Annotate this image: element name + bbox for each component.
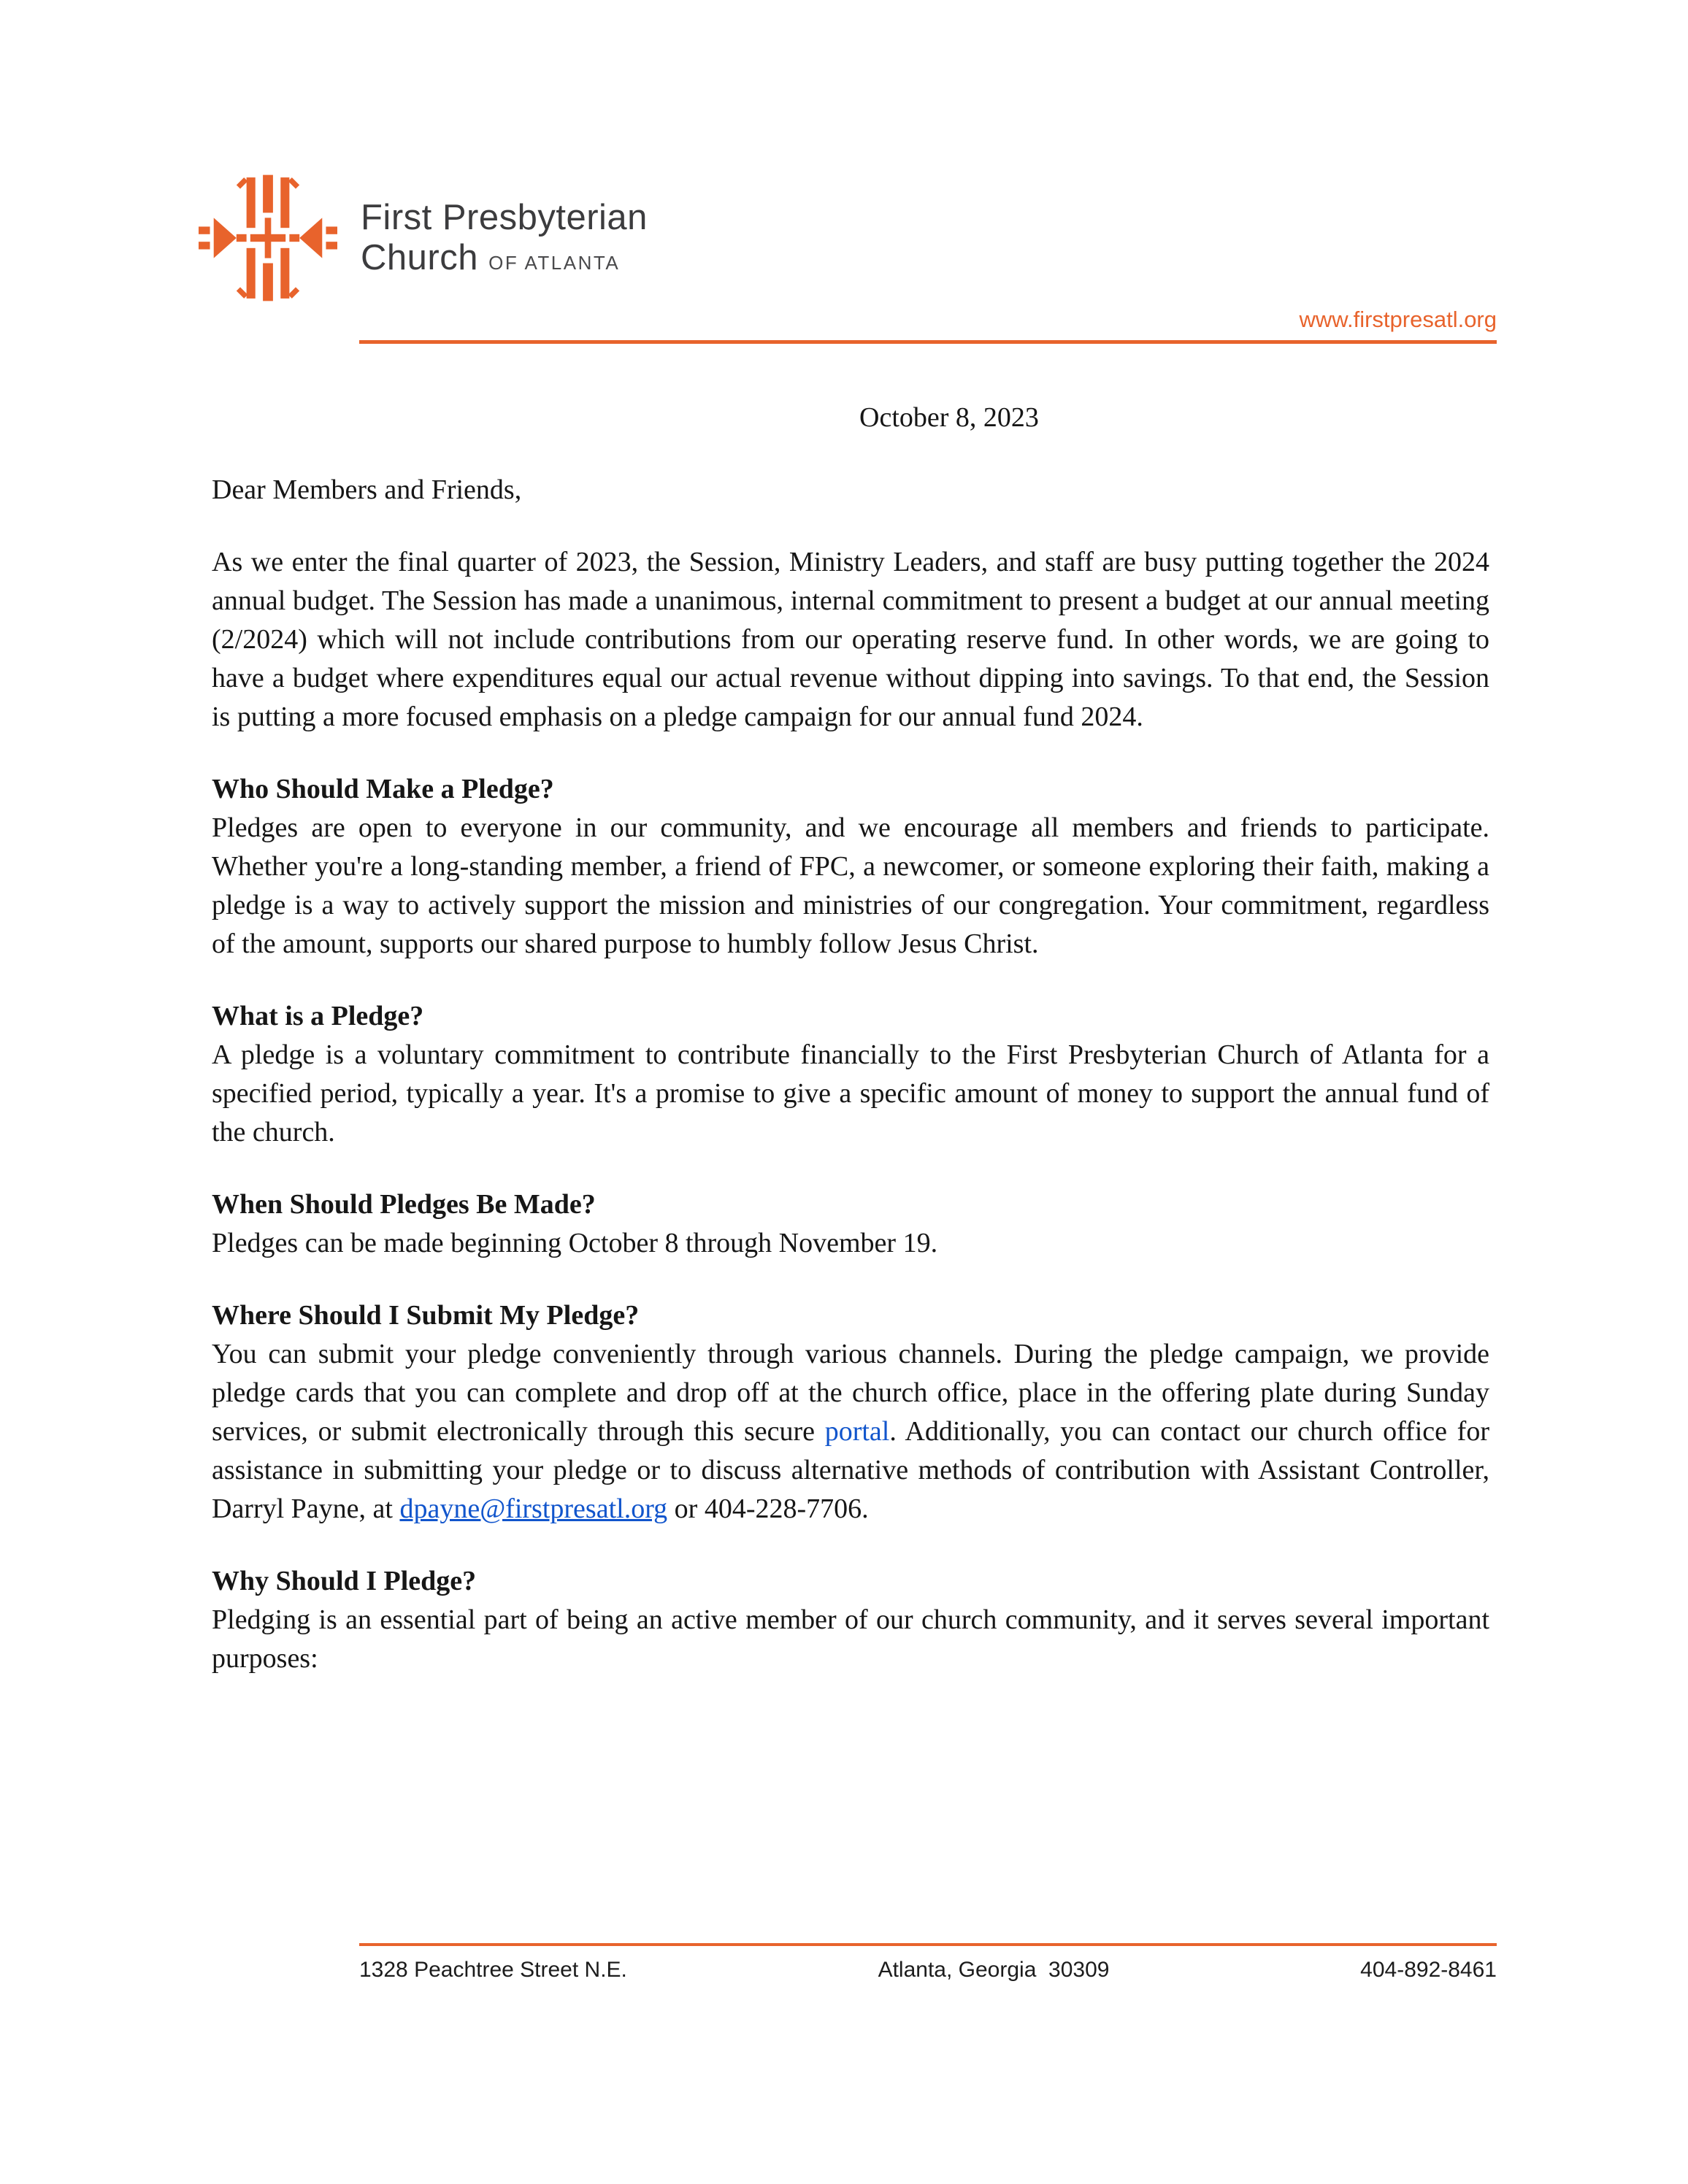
- where-text-2: . Additionally, you can contact our church office for assistance in submitting your pledge or to discuss alternative methods of contribution with Assistant Controller, Darryl Payne, at: [212, 1416, 1489, 1524]
- brand-wordmark: [361, 198, 648, 278]
- paragraph-when-pledges-made: Pledges can be made beginning October 8 through November 19.: [212, 1228, 938, 1258]
- salutation: Dear Members and Friends,: [212, 474, 522, 505]
- brand-name-church: Church: [361, 238, 478, 277]
- footer-street-address: 1328 Peachtree Street N.E.: [359, 1958, 627, 1982]
- letterhead: [199, 174, 1497, 344]
- paragraph-why-pledge: Pledging is an essential part of being an active member of our church community, and it serves several important purposes:: [212, 1604, 1489, 1674]
- heading-who-should-pledge: Who Should Make a Pledge?: [212, 774, 554, 804]
- heading-when-pledges-made: When Should Pledges Be Made?: [212, 1189, 596, 1220]
- heading-why-pledge: Why Should I Pledge?: [212, 1566, 477, 1596]
- where-text-3: or 404-228-7706.: [667, 1493, 869, 1524]
- paragraph-what-is-a-pledge: A pledge is a voluntary commitment to contribute financially to the First Presbyterian Church of Atlanta for a specified period, typically a year. It's a promise to give a specific amount of money to support the annual fund of the church.: [212, 1039, 1489, 1147]
- portal-link[interactable]: portal: [824, 1416, 890, 1447]
- brand-name-line1: First Presbyterian: [361, 198, 648, 238]
- header-divider: [359, 340, 1497, 344]
- email-link[interactable]: dpayne@firstpresatl.org: [399, 1493, 668, 1524]
- website-url: www.firstpresatl.org: [1299, 307, 1497, 332]
- brand-name-line2: [361, 238, 648, 278]
- letter-body: [212, 399, 1489, 1712]
- heading-what-is-a-pledge: What is a Pledge?: [212, 1001, 424, 1031]
- church-cross-logo-icon: [199, 174, 337, 302]
- paragraph-who-should-pledge: Pledges are open to everyone in our community, and we encourage all members and friends to participate. Whether you're a long-standing member, a friend of FPC, a newcomer, or someone exploring their faith, making a pledge is a way to actively support the mission and ministries of our congregation. Your commitment, regardless of the amount, supports our shared purpose to humbly follow Jesus Christ.: [212, 812, 1489, 959]
- letter-footer: [359, 1943, 1497, 1983]
- letter-date: October 8, 2023: [859, 402, 1039, 433]
- heading-where-submit-pledge: Where Should I Submit My Pledge?: [212, 1300, 640, 1331]
- footer-divider: [359, 1943, 1497, 1946]
- footer-contact-row: [359, 1958, 1497, 1983]
- where-text-1: You can submit your pledge conveniently through various channels. During the pledge campaign, we provide pledge cards that you can complete and drop off at the church office, place in the offering plate during Sunday services, or submit electronically through this secure: [212, 1339, 1489, 1447]
- paragraph-where-submit-pledge: [212, 1335, 1489, 1529]
- footer-city-state-zip: Atlanta, Georgia 30309: [878, 1958, 1110, 1982]
- footer-phone: 404-892-8461: [1360, 1958, 1497, 1982]
- brand-name-suffix: OF ATLANTA: [488, 252, 621, 274]
- brand: [199, 174, 1497, 302]
- intro-paragraph: As we enter the final quarter of 2023, the Session, Ministry Leaders, and staff are busy putting together the 2024 annual budget. The Session has made a unanimous, internal commitment to present a budget at our annual meeting (2/2024) which will not include contributions from our operating reserve fund. In other words, we are going to have a budget where expenditures equal our actual revenue without dipping into savings. To that end, the Session is putting a more focused emphasis on a pledge campaign for our annual fund 2024.: [212, 547, 1489, 732]
